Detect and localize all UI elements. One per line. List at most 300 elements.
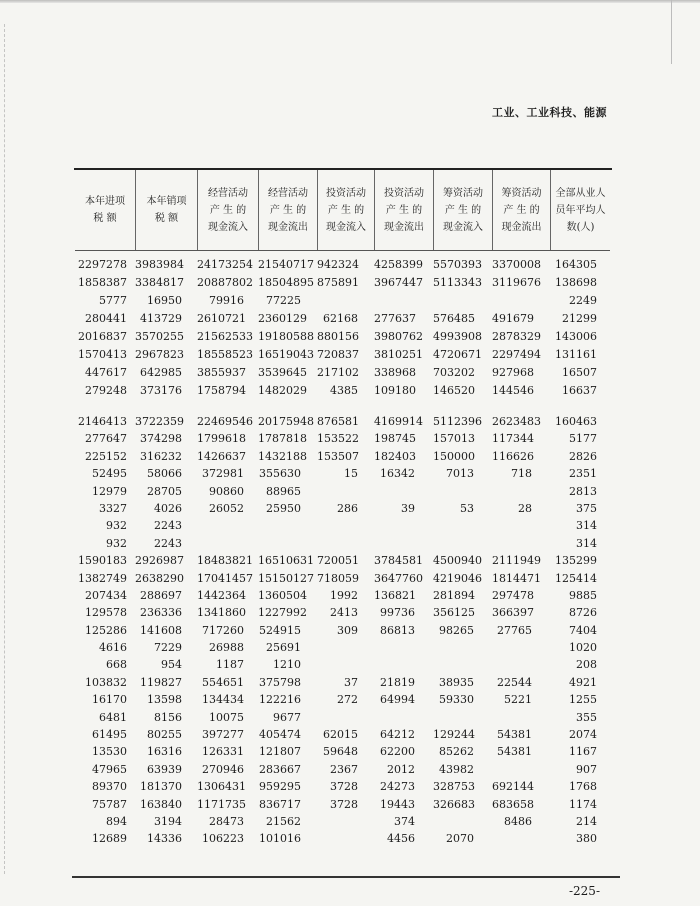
cell-financing-cash-outflow: 3119676 (492, 276, 541, 289)
cell-avg-employees: 907 (576, 762, 597, 776)
cell-operating-cash-outflow: 1787818 (258, 432, 307, 446)
cell-operating-cash-inflow: 372981 (202, 467, 244, 481)
column-header-line: 产 生 的 (503, 204, 540, 216)
cell-investing-cash-inflow (317, 483, 374, 500)
cell-operating-cash-outflow: 375798 (259, 675, 301, 689)
cell-operating-cash-outflow (258, 517, 317, 534)
table-row (75, 587, 610, 604)
cell-output-tax: 7229 (154, 641, 182, 655)
table-row (75, 256, 610, 274)
cell-financing-cash-inflow (433, 517, 492, 534)
section-title: 工业、工业科技、能源 (492, 106, 607, 119)
cell-investing-cash-inflow: 880156 (317, 330, 359, 343)
table-row (75, 761, 610, 778)
cell-output-tax: 4026 (154, 501, 182, 515)
cell-investing-cash-inflow: 720051 (317, 554, 359, 568)
column-header-line: 经营活动 (268, 187, 308, 199)
column-header-line: 现金流出 (501, 221, 542, 233)
cell-input-tax: 13530 (92, 745, 127, 759)
cell-investing-cash-inflow: 37 (344, 675, 358, 689)
page-number: -225- (568, 884, 600, 898)
cell-investing-cash-outflow (374, 709, 433, 726)
cell-investing-cash-inflow: 942324 (317, 258, 359, 271)
cell-operating-cash-inflow: 22469546 (197, 415, 253, 428)
cell-financing-cash-outflow: 366397 (492, 606, 534, 620)
table-row (75, 274, 610, 292)
cell-input-tax: 103832 (85, 675, 127, 689)
cell-input-tax: 52495 (92, 467, 127, 481)
cell-input-tax: 894 (106, 814, 127, 828)
cell-avg-employees: 355 (576, 710, 597, 724)
cell-avg-employees: 1020 (569, 641, 597, 655)
cell-avg-employees: 1768 (569, 780, 597, 794)
column-header-investing-cash-outflow (374, 170, 433, 250)
table-row (75, 517, 610, 534)
cell-output-tax: 642985 (140, 366, 182, 379)
cell-investing-cash-outflow: 3980762 (374, 330, 423, 343)
column-header-line: 筹资活动 (443, 187, 483, 199)
cell-avg-employees: 380 (576, 832, 597, 846)
cell-output-tax: 373176 (140, 384, 182, 397)
cell-avg-employees: 8726 (569, 606, 597, 620)
cell-output-tax: 13598 (147, 693, 182, 707)
cell-investing-cash-inflow: 2367 (330, 762, 358, 776)
cell-financing-cash-outflow: 5221 (504, 693, 532, 707)
cell-investing-cash-inflow: 153507 (317, 449, 359, 463)
cell-financing-cash-outflow (492, 483, 550, 500)
cell-operating-cash-inflow: 18558523 (197, 348, 253, 361)
cell-output-tax: 3384817 (135, 276, 184, 289)
cell-operating-cash-outflow: 1482029 (258, 384, 307, 397)
cell-input-tax: 225152 (85, 449, 127, 463)
cell-investing-cash-inflow (317, 813, 374, 830)
cell-avg-employees: 160463 (555, 415, 597, 428)
cell-input-tax: 932 (106, 536, 127, 550)
cell-operating-cash-inflow: 26052 (209, 501, 244, 515)
cell-investing-cash-inflow: 153522 (317, 432, 359, 446)
cell-avg-employees: 21299 (562, 312, 597, 325)
cell-financing-cash-inflow: 150000 (433, 449, 475, 463)
column-header-line: 本年进项 (85, 196, 125, 207)
cell-investing-cash-inflow (317, 535, 374, 552)
cell-output-tax: 80255 (147, 728, 182, 742)
cell-investing-cash-outflow: 198745 (374, 432, 416, 446)
cell-financing-cash-outflow: 2111949 (492, 554, 541, 568)
cell-financing-cash-inflow: 43982 (439, 762, 474, 776)
cell-financing-cash-inflow: 157013 (433, 432, 475, 446)
table-row (75, 656, 610, 673)
cell-investing-cash-inflow (317, 639, 374, 656)
cell-investing-cash-outflow: 3967447 (374, 276, 423, 289)
cell-avg-employees: 2074 (569, 728, 597, 742)
cell-financing-cash-outflow: 54381 (497, 728, 532, 742)
cell-financing-cash-outflow: 116626 (492, 449, 534, 463)
cell-input-tax: 207434 (85, 588, 127, 602)
cell-operating-cash-outflow: 88965 (266, 484, 301, 498)
cell-investing-cash-outflow (374, 292, 433, 310)
cell-output-tax: 954 (161, 658, 182, 672)
table-row (75, 604, 610, 621)
cell-financing-cash-inflow (433, 483, 492, 500)
cell-avg-employees: 2813 (569, 484, 597, 498)
cell-operating-cash-inflow: 1442364 (197, 588, 246, 602)
cell-operating-cash-outflow: 355630 (259, 467, 301, 481)
cell-financing-cash-inflow: 38935 (439, 675, 474, 689)
cell-investing-cash-outflow: 3647760 (374, 571, 423, 585)
table-row (75, 726, 610, 743)
cell-investing-cash-inflow: 15 (344, 467, 358, 481)
cell-avg-employees: 314 (576, 536, 597, 550)
column-header-avg-employees (550, 170, 610, 250)
cell-financing-cash-inflow: 5112396 (433, 415, 482, 428)
cell-operating-cash-inflow (197, 535, 258, 552)
table-row (75, 535, 610, 552)
cell-input-tax: 89370 (92, 780, 127, 794)
column-header-line: 现金流入 (443, 221, 483, 233)
column-header-line: 投资活动 (326, 187, 366, 199)
cell-operating-cash-inflow: 554651 (202, 675, 244, 689)
cell-financing-cash-inflow: 4993908 (433, 330, 482, 343)
column-header-line: 产 生 的 (209, 204, 247, 216)
cell-operating-cash-inflow: 2610721 (197, 312, 246, 325)
cell-investing-cash-outflow: 62200 (380, 745, 415, 759)
cell-input-tax: 12689 (92, 832, 127, 846)
cell-output-tax: 16316 (147, 745, 182, 759)
cell-financing-cash-inflow: 4500940 (433, 554, 482, 568)
cell-operating-cash-outflow: 21562 (266, 814, 301, 828)
cell-avg-employees: 164305 (555, 258, 597, 271)
cell-input-tax: 2146413 (78, 415, 127, 428)
cell-operating-cash-inflow: 17041457 (197, 571, 253, 585)
cell-operating-cash-outflow: 121807 (259, 745, 301, 759)
cell-input-tax: 1590183 (78, 554, 127, 568)
cell-operating-cash-outflow: 1432188 (258, 449, 307, 463)
cell-financing-cash-outflow (492, 656, 550, 673)
cell-operating-cash-outflow: 1210 (273, 658, 301, 672)
cell-operating-cash-inflow: 1171735 (197, 797, 246, 811)
cell-investing-cash-outflow: 2012 (387, 762, 415, 776)
cell-financing-cash-outflow: 22544 (497, 675, 532, 689)
cell-output-tax: 2967823 (135, 348, 184, 361)
cell-financing-cash-outflow (492, 830, 550, 847)
cell-financing-cash-inflow: 281894 (433, 588, 475, 602)
cell-output-tax: 141608 (140, 623, 182, 637)
cell-financing-cash-outflow: 1814471 (492, 571, 541, 585)
cell-financing-cash-inflow: 146520 (433, 384, 475, 397)
cell-input-tax: 1382749 (78, 571, 127, 585)
cell-operating-cash-inflow: 21562533 (197, 330, 253, 343)
cell-operating-cash-outflow: 15150127 (258, 571, 314, 585)
cell-avg-employees: 138698 (555, 276, 597, 289)
table-row (75, 813, 610, 830)
table-row (75, 691, 610, 708)
cell-operating-cash-outflow: 25691 (266, 641, 301, 655)
column-header-line: 员年平均人 (555, 204, 606, 216)
cell-investing-cash-inflow: 1992 (330, 588, 358, 602)
table-row (75, 465, 610, 482)
table-row (75, 500, 610, 517)
table-row (75, 382, 610, 400)
cell-output-tax: 413729 (140, 312, 182, 325)
cell-input-tax: 47965 (92, 762, 127, 776)
cell-financing-cash-outflow: 2623483 (492, 415, 541, 428)
column-header-operating-cash-inflow (197, 170, 258, 250)
cell-financing-cash-inflow: 59330 (439, 693, 474, 707)
column-header-line: 全部从业人 (555, 187, 606, 199)
cell-avg-employees: 4921 (569, 675, 597, 689)
table-row (75, 778, 610, 795)
cell-investing-cash-outflow: 4456 (387, 832, 415, 846)
cell-operating-cash-inflow: 134434 (202, 693, 244, 707)
cell-operating-cash-inflow: 1187 (216, 658, 244, 672)
cell-investing-cash-inflow: 59648 (323, 745, 358, 759)
cell-operating-cash-outflow: 405474 (259, 728, 301, 742)
cell-avg-employees: 2249 (569, 294, 597, 307)
cell-investing-cash-outflow (374, 535, 433, 552)
cell-input-tax: 277647 (85, 432, 127, 446)
cell-financing-cash-outflow: 297478 (492, 588, 534, 602)
cell-financing-cash-outflow: 718 (511, 467, 532, 481)
cell-financing-cash-outflow (492, 517, 550, 534)
cell-avg-employees: 131161 (555, 348, 597, 361)
cell-output-tax: 288697 (140, 588, 182, 602)
cell-financing-cash-outflow (492, 639, 550, 656)
cell-investing-cash-inflow: 718059 (317, 571, 359, 585)
cell-financing-cash-outflow: 27765 (497, 623, 532, 637)
cell-operating-cash-inflow: 79916 (209, 294, 244, 307)
cell-avg-employees: 5177 (569, 432, 597, 446)
cell-financing-cash-outflow: 28 (518, 501, 532, 515)
cell-output-tax: 58066 (147, 467, 182, 481)
column-header-line: 投资活动 (384, 187, 424, 199)
scan-right-edge-mark (671, 0, 672, 64)
cell-operating-cash-outflow: 101016 (259, 832, 301, 846)
cell-financing-cash-inflow (433, 656, 492, 673)
table-row (75, 552, 610, 569)
cell-investing-cash-outflow: 19443 (380, 797, 415, 811)
cell-financing-cash-outflow: 54381 (497, 745, 532, 759)
table-row (75, 292, 610, 310)
cell-investing-cash-outflow (374, 517, 433, 534)
cell-operating-cash-outflow: 3539645 (258, 366, 307, 379)
cell-investing-cash-inflow: 62015 (323, 728, 358, 742)
column-header-line: 产 生 的 (385, 204, 423, 216)
cell-investing-cash-inflow (317, 517, 374, 534)
cell-avg-employees: 143006 (555, 330, 597, 343)
cell-output-tax: 181370 (140, 780, 182, 794)
cell-financing-cash-inflow: 4219046 (433, 571, 482, 585)
cell-investing-cash-inflow (317, 292, 374, 310)
table-row (75, 674, 610, 691)
cell-investing-cash-inflow: 876581 (317, 415, 359, 428)
column-header-line: 经营活动 (208, 187, 248, 199)
cell-operating-cash-inflow: 397277 (202, 728, 244, 742)
cell-investing-cash-inflow: 309 (337, 623, 358, 637)
cell-financing-cash-outflow (492, 292, 550, 310)
cell-financing-cash-inflow: 5113343 (433, 276, 482, 289)
cell-operating-cash-inflow: 1799618 (197, 432, 246, 446)
cell-operating-cash-outflow: 1227992 (258, 606, 307, 620)
cell-output-tax: 2638290 (135, 571, 184, 585)
cell-investing-cash-inflow: 286 (337, 501, 358, 515)
cell-avg-employees: 1255 (569, 693, 597, 707)
cell-output-tax: 3194 (154, 814, 182, 828)
cell-operating-cash-outflow: 21540717 (258, 258, 314, 271)
column-header-line: 现金流入 (326, 221, 366, 233)
cell-operating-cash-outflow: 16519043 (258, 348, 314, 361)
cell-avg-employees: 16507 (562, 366, 597, 379)
column-header-line: 税 额 (93, 213, 117, 224)
cell-input-tax: 668 (106, 658, 127, 672)
cell-investing-cash-outflow: 182403 (374, 449, 416, 463)
cell-financing-cash-outflow: 117344 (492, 432, 534, 446)
cell-input-tax: 125286 (85, 623, 127, 637)
cell-financing-cash-outflow: 683658 (492, 797, 534, 811)
cell-investing-cash-outflow: 4258399 (374, 258, 423, 271)
cell-input-tax: 1570413 (78, 348, 127, 361)
cell-input-tax: 16170 (92, 693, 127, 707)
cell-financing-cash-outflow (492, 761, 550, 778)
cell-investing-cash-outflow: 277637 (374, 312, 416, 325)
cell-operating-cash-outflow: 959295 (259, 780, 301, 794)
cell-investing-cash-outflow (374, 639, 433, 656)
cell-financing-cash-outflow: 8486 (504, 814, 532, 828)
cell-avg-employees: 1174 (569, 797, 597, 811)
cell-input-tax: 5777 (99, 294, 127, 307)
cell-investing-cash-outflow: 99736 (380, 606, 415, 620)
table-row (75, 413, 610, 430)
column-header-financing-cash-outflow (492, 170, 550, 250)
cell-operating-cash-inflow: 1306431 (197, 780, 246, 794)
column-header-line: 筹资活动 (501, 187, 542, 199)
cell-financing-cash-inflow (433, 813, 492, 830)
cell-output-tax: 3722359 (135, 415, 184, 428)
cell-avg-employees: 9885 (569, 588, 597, 602)
cell-financing-cash-inflow: 576485 (433, 312, 475, 325)
cell-operating-cash-inflow: 24173254 (197, 258, 253, 271)
table-row (75, 328, 610, 346)
cell-financing-cash-inflow: 5570393 (433, 258, 482, 271)
cell-avg-employees: 16637 (562, 384, 597, 397)
cell-avg-employees: 125414 (555, 571, 597, 585)
table-row (75, 310, 610, 328)
cell-operating-cash-inflow: 10075 (209, 710, 244, 724)
table-row (75, 639, 610, 656)
column-header-financing-cash-inflow (433, 170, 492, 250)
cell-avg-employees: 214 (576, 814, 597, 828)
cell-output-tax: 28705 (147, 484, 182, 498)
cell-operating-cash-outflow: 1360504 (258, 588, 307, 602)
table-row (75, 346, 610, 364)
cell-operating-cash-inflow: 90860 (209, 484, 244, 498)
cell-operating-cash-outflow: 77225 (266, 294, 301, 307)
cell-financing-cash-outflow: 144546 (492, 384, 534, 397)
cell-input-tax: 447617 (85, 366, 127, 379)
cell-operating-cash-inflow: 26988 (209, 641, 244, 655)
cell-output-tax: 8156 (154, 710, 182, 724)
cell-avg-employees: 208 (576, 658, 597, 672)
cell-investing-cash-outflow: 3784581 (374, 554, 423, 568)
cell-input-tax: 61495 (92, 728, 127, 742)
cell-investing-cash-inflow: 4385 (330, 384, 358, 397)
cell-input-tax: 2297278 (78, 258, 127, 271)
cell-operating-cash-inflow: 28473 (209, 814, 244, 828)
cell-investing-cash-outflow: 24273 (380, 780, 415, 794)
cell-financing-cash-inflow: 328753 (433, 780, 475, 794)
cell-investing-cash-outflow: 86813 (380, 623, 415, 637)
cell-operating-cash-outflow: 283667 (259, 762, 301, 776)
table-row (75, 570, 610, 587)
cell-avg-employees: 2351 (569, 467, 597, 481)
column-header-line: 产 生 的 (269, 204, 307, 216)
cell-investing-cash-inflow (317, 830, 374, 847)
column-header-line: 现金流出 (384, 221, 424, 233)
cell-operating-cash-outflow (258, 535, 317, 552)
cell-financing-cash-outflow: 491679 (492, 312, 534, 325)
column-header-line: 现金流出 (268, 221, 308, 233)
cell-input-tax: 932 (106, 519, 127, 533)
cell-output-tax: 236336 (140, 606, 182, 620)
table-header (75, 170, 610, 251)
cell-operating-cash-outflow: 122216 (259, 693, 301, 707)
cell-operating-cash-inflow: 1341860 (197, 606, 246, 620)
cell-investing-cash-inflow: 875891 (317, 276, 359, 289)
cell-output-tax: 3570255 (135, 330, 184, 343)
column-header-operating-cash-outflow (258, 170, 317, 250)
cell-financing-cash-inflow (433, 292, 492, 310)
cell-investing-cash-inflow: 217102 (317, 366, 359, 379)
table-row (75, 830, 610, 847)
cell-operating-cash-inflow: 717260 (202, 623, 244, 637)
table-row (75, 430, 610, 447)
cell-output-tax: 163840 (140, 797, 182, 811)
cell-financing-cash-inflow (433, 535, 492, 552)
cell-investing-cash-outflow: 64212 (380, 728, 415, 742)
table-group-1 (75, 256, 610, 400)
cell-investing-cash-outflow: 21819 (380, 675, 415, 689)
cell-investing-cash-outflow: 374 (394, 814, 415, 828)
cell-financing-cash-outflow: 3370008 (492, 258, 541, 271)
cell-investing-cash-outflow: 39 (401, 501, 415, 515)
cell-financing-cash-inflow: 4720671 (433, 348, 482, 361)
cell-avg-employees: 375 (576, 501, 597, 515)
cell-financing-cash-inflow: 98265 (439, 623, 474, 637)
cell-input-tax: 3327 (99, 501, 127, 515)
cell-output-tax: 14336 (147, 832, 182, 846)
column-header-line: 本年销项 (146, 196, 187, 207)
cell-investing-cash-outflow: 4169914 (374, 415, 423, 428)
table-row (75, 622, 610, 639)
cell-output-tax: 2243 (154, 536, 182, 550)
cell-investing-cash-outflow: 16342 (380, 467, 415, 481)
cell-input-tax: 4616 (99, 641, 127, 655)
column-header-line: 数(人) (566, 221, 595, 233)
cell-operating-cash-outflow: 836717 (259, 797, 301, 811)
cell-investing-cash-outflow: 136821 (374, 588, 416, 602)
cell-investing-cash-inflow: 720837 (317, 348, 359, 361)
column-header-input-tax (75, 170, 135, 250)
cell-investing-cash-outflow: 3810251 (374, 348, 423, 361)
cell-operating-cash-outflow: 524915 (259, 623, 301, 637)
cell-operating-cash-inflow: 3855937 (197, 366, 246, 379)
cell-operating-cash-outflow: 2360129 (258, 312, 307, 325)
cell-output-tax: 16950 (147, 294, 182, 307)
cell-output-tax: 316232 (140, 449, 182, 463)
cell-input-tax: 129578 (85, 606, 127, 620)
cell-output-tax: 3983984 (135, 258, 184, 271)
cell-input-tax: 75787 (92, 797, 127, 811)
column-header-investing-cash-inflow (317, 170, 374, 250)
